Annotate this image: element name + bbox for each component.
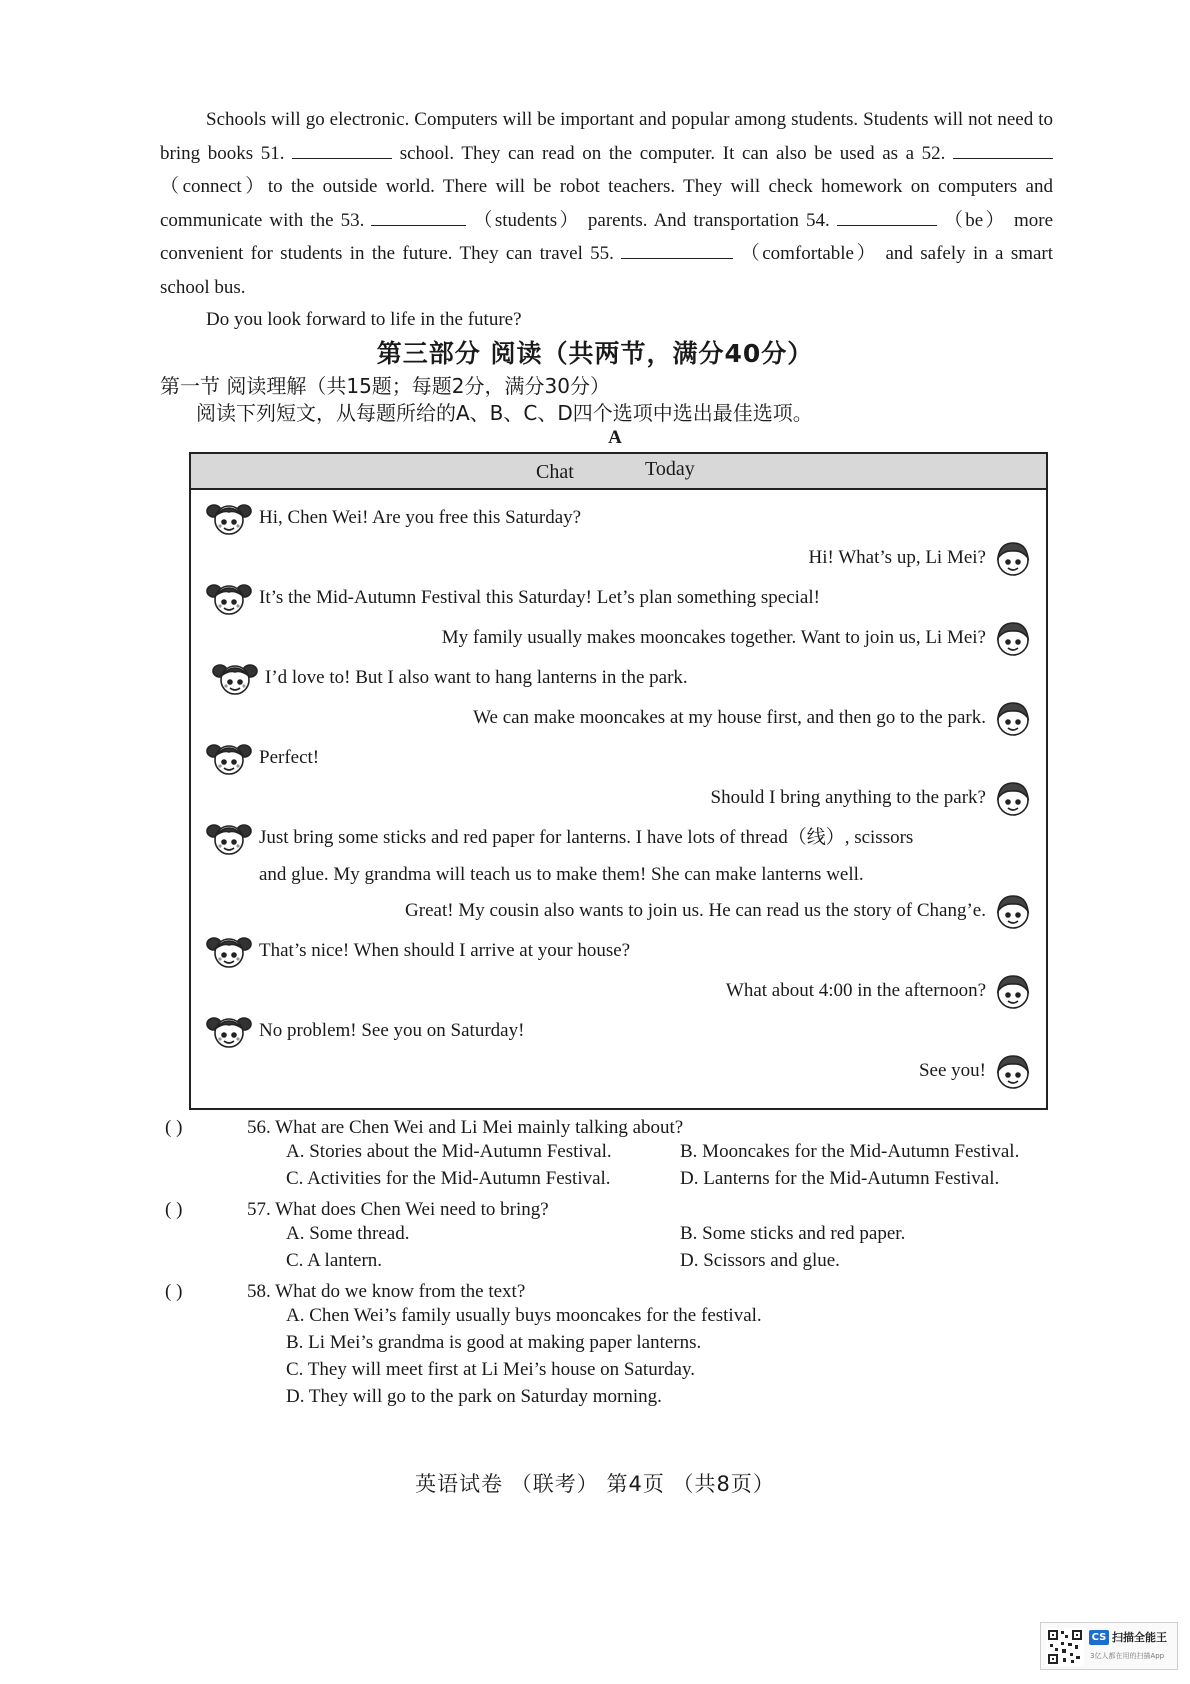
question-stem: 58. What do we know from the text? (247, 1281, 526, 1302)
passage-label: A (608, 427, 622, 448)
section-title: 第一节 阅读理解（共15题；每题2分，满分30分） (160, 374, 610, 398)
boy-avatar-icon (992, 778, 1034, 818)
option-a[interactable]: A. Chen Wei’s family usually buys mooncakes for the festival. (286, 1305, 762, 1326)
chat-box (189, 452, 1048, 1110)
boy-avatar-icon (992, 698, 1034, 738)
cloze-closing: Do you look forward to life in the future? (206, 309, 522, 330)
scanner-badge: CS (1089, 1630, 1109, 1645)
option-d[interactable]: D. Lanterns for the Mid-Autumn Festival. (680, 1168, 1000, 1189)
cloze-text-4: （students） parents. And transportation 54. (473, 209, 830, 231)
option-c[interactable]: C. Activities for the Mid-Autumn Festival. (286, 1168, 611, 1189)
chat-header-title: Chat (536, 461, 574, 483)
cloze-text-2: school. They can read on the computer. It can also be used as a 52. (399, 142, 946, 164)
message-chen-wei: Great! My cousin also wants to join us. He can read us the story of Chang’e. (405, 891, 1034, 931)
option-b[interactable]: B. Mooncakes for the Mid-Autumn Festival. (680, 1141, 1020, 1162)
blank-55[interactable] (621, 238, 733, 259)
boy-avatar-icon (992, 1051, 1034, 1091)
girl-avatar-icon (205, 1011, 253, 1051)
option-a[interactable]: A. Some thread. (286, 1223, 410, 1244)
girl-avatar-icon (205, 498, 253, 538)
boy-avatar-icon (992, 618, 1034, 658)
option-d[interactable]: D. Scissors and glue. (680, 1250, 840, 1271)
message-chen-wei: My family usually makes mooncakes together. Want to join us, Li Mei? (442, 618, 1034, 658)
scanner-name: 扫描全能王 (1112, 1631, 1167, 1644)
boy-avatar-icon (992, 891, 1034, 931)
cloze-text-6: （comfortable） and safely in a smart school bus. (160, 243, 1054, 298)
question-stem: 57. What does Chen Wei need to bring? (247, 1199, 549, 1220)
blank-53[interactable] (371, 205, 466, 226)
question-58 (165, 1278, 526, 1305)
message-chen-wei: We can make mooncakes at my house first, and then go to the park. (473, 698, 1034, 738)
message-li-mei: It’s the Mid-Autumn Festival this Saturday! Let’s plan something special! (205, 578, 820, 618)
chat-header (191, 454, 1046, 490)
instruction: 阅读下列短文，从每题所给的A、B、C、D四个选项中选出最佳选项。 (196, 401, 813, 425)
option-a[interactable]: A. Stories about the Mid-Autumn Festival. (286, 1141, 612, 1162)
girl-avatar-icon (205, 818, 253, 858)
message-li-mei: I’d love to! But I also want to hang lanterns in the park. (211, 658, 688, 698)
message-chen-wei: What about 4:00 in the afternoon? (726, 971, 1034, 1011)
option-c[interactable]: C. They will meet first at Li Mei’s house on Saturday. (286, 1359, 695, 1380)
blank-54[interactable] (837, 205, 937, 226)
message-li-mei: Just bring some sticks and red paper for lanterns. I have lots of thread（线）, scissors and glue. My grandma will teach us to make them! She can make lanterns well. (205, 818, 913, 892)
answer-bracket[interactable]: ( ) (165, 1199, 183, 1220)
message-chen-wei: Hi! What’s up, Li Mei? (809, 538, 1034, 578)
option-b[interactable]: B. Some sticks and red paper. (680, 1223, 906, 1244)
message-li-mei: That’s nice! When should I arrive at your house? (205, 931, 630, 971)
option-c[interactable]: C. A lantern. (286, 1250, 383, 1271)
message-li-mei: No problem! See you on Saturday! (205, 1011, 524, 1051)
scanner-slogan: 3亿人都在用的扫描App (1090, 1652, 1165, 1660)
option-d[interactable]: D. They will go to the park on Saturday morning. (286, 1386, 662, 1407)
cloze-text-3: （connect）to the outside world. There will be robot teachers. They will check homework on computers and communicate with the 53. (160, 176, 1053, 231)
question-stem: 56. What are Chen Wei and Li Mei mainly talking about? (247, 1117, 684, 1138)
message-chen-wei: See you! (919, 1051, 1034, 1091)
cloze-paragraph (160, 103, 1053, 304)
answer-bracket[interactable]: ( ) (165, 1117, 183, 1138)
part-title: 第三部分 阅读（共两节，满分40分） (376, 339, 814, 368)
option-b[interactable]: B. Li Mei’s grandma is good at making paper lanterns. (286, 1332, 702, 1353)
girl-avatar-icon (205, 931, 253, 971)
girl-avatar-icon (205, 578, 253, 618)
question-57 (165, 1196, 549, 1223)
question-56 (165, 1114, 684, 1141)
qr-code-icon (1046, 1628, 1084, 1666)
boy-avatar-icon (992, 538, 1034, 578)
boy-avatar-icon (992, 971, 1034, 1011)
girl-avatar-icon (205, 738, 253, 778)
cloze-text-5: （be） more convenient for students in the future. They can travel 55. (160, 209, 1054, 264)
scanner-watermark (1040, 1622, 1178, 1670)
cloze-text-1: Schools will go electronic. Computers will be important and popular among students. Students will not need to bring books 51. (160, 109, 1053, 164)
blank-52[interactable] (953, 138, 1053, 159)
page-footer: 英语试卷 （联考） 第4页 （共8页） (415, 1472, 775, 1496)
message-li-mei: Perfect! (205, 738, 319, 778)
girl-avatar-icon (211, 658, 259, 698)
blank-51[interactable] (292, 138, 392, 159)
answer-bracket[interactable]: ( ) (165, 1281, 183, 1302)
chat-header-date: Today (645, 458, 695, 480)
message-li-mei: Hi, Chen Wei! Are you free this Saturday? (205, 498, 581, 538)
message-chen-wei: Should I bring anything to the park? (711, 778, 1034, 818)
